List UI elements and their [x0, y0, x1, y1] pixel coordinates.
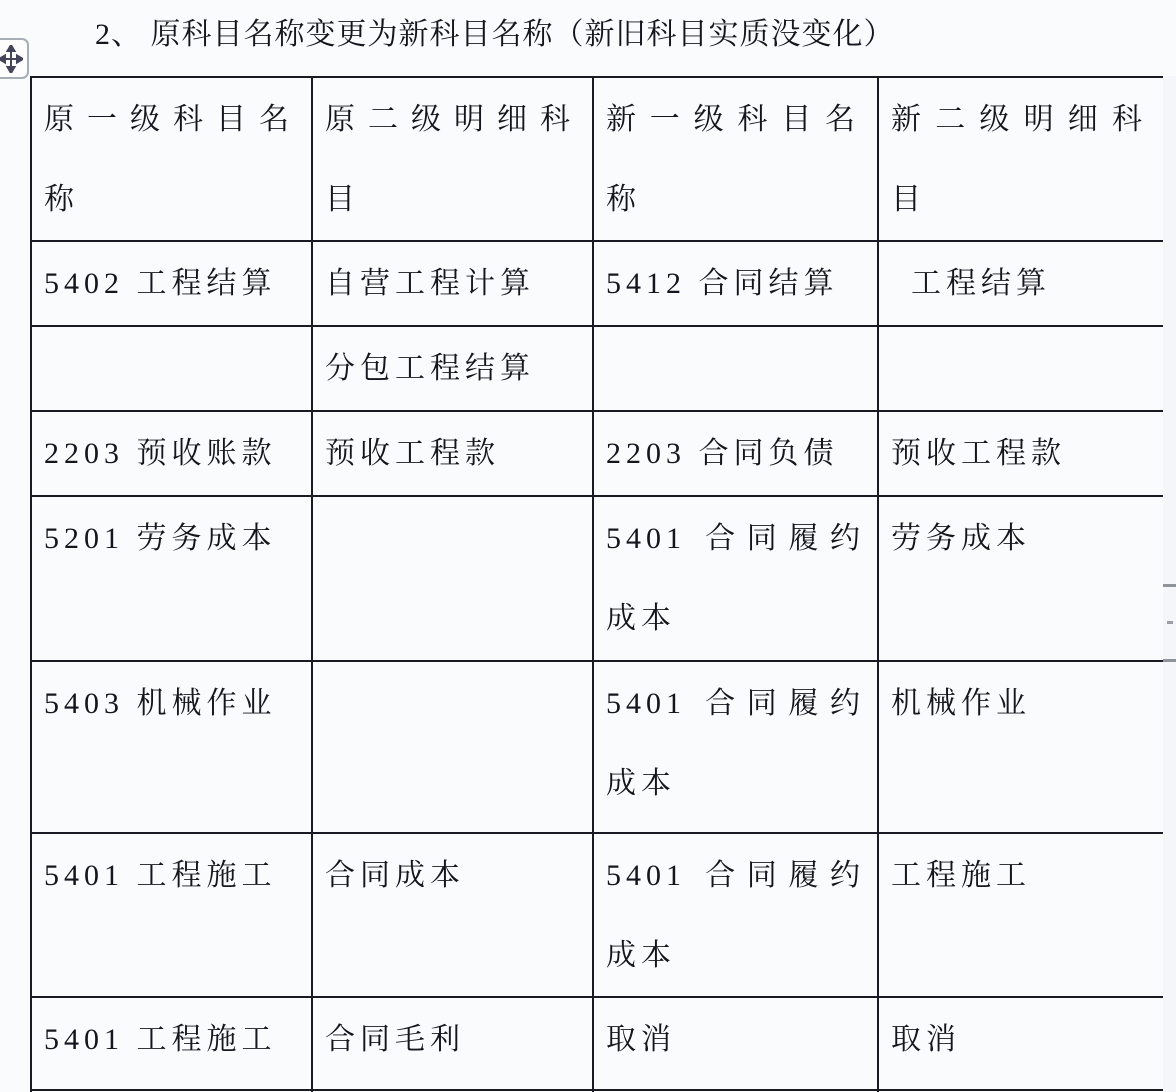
table-row — [31, 833, 1165, 997]
table-cell[interactable]: 5201 劳务成本 — [31, 496, 312, 661]
table-row — [31, 997, 1165, 1090]
scrollbar-grip-icon — [1167, 621, 1173, 624]
table-cell[interactable]: 自营工程计算 — [312, 241, 593, 326]
table-cell[interactable]: 5401 合同履约成本 — [593, 833, 878, 997]
table-cell[interactable] — [878, 326, 1165, 411]
table-cell[interactable] — [312, 661, 593, 833]
table-cell[interactable]: 5403 机械作业 — [31, 661, 312, 833]
section-title[interactable]: 2、 原科目名称变更为新科目名称（新旧科目实质没变化） — [95, 18, 895, 51]
table-cell[interactable]: 5402 工程结算 — [31, 241, 312, 326]
table-move-handle[interactable] — [0, 38, 29, 79]
header-new-level1[interactable]: 新一级科目名称 — [593, 77, 878, 241]
subject-mapping-table — [30, 76, 1166, 1092]
table-cell[interactable]: 5401 工程施工 — [31, 997, 312, 1090]
move-icon — [0, 45, 23, 73]
table-cell[interactable]: 劳务成本 — [878, 496, 1165, 661]
table-cell[interactable]: 机械作业 — [878, 661, 1165, 833]
header-old-level2[interactable]: 原二级明细科目 — [312, 77, 593, 241]
table-row — [31, 411, 1165, 496]
table-cell[interactable]: 2203 预收账款 — [31, 411, 312, 496]
table-cell[interactable]: 预收工程款 — [312, 411, 593, 496]
table-cell[interactable]: 工程施工 — [878, 833, 1165, 997]
table-cell[interactable]: 5401 合同履约成本 — [593, 496, 878, 661]
table-cell[interactable]: 合同毛利 — [312, 997, 593, 1090]
table-cell[interactable]: 取消 — [878, 997, 1165, 1090]
table-row — [31, 661, 1165, 833]
table-cell[interactable]: 分包工程结算 — [312, 326, 593, 411]
table-cell[interactable]: 取消 — [593, 997, 878, 1090]
table-cell[interactable]: 合同成本 — [312, 833, 593, 997]
header-old-level1[interactable]: 原一级科目名称 — [31, 77, 312, 241]
table-cell[interactable]: 5412 合同结算 — [593, 241, 878, 326]
table-row — [31, 241, 1165, 326]
table-cell[interactable]: 工程结算 — [878, 241, 1165, 326]
table-row — [31, 326, 1165, 411]
table-cell[interactable] — [593, 326, 878, 411]
scrollbar-thumb-icon[interactable] — [1163, 584, 1176, 662]
table-cell[interactable]: 预收工程款 — [878, 411, 1165, 496]
table-cell[interactable]: 2203 合同负债 — [593, 411, 878, 496]
table-header-row — [31, 77, 1165, 241]
table-cell[interactable]: 5401 工程施工 — [31, 833, 312, 997]
table-row — [31, 496, 1165, 661]
header-new-level2[interactable]: 新二级明细科目 — [878, 77, 1165, 241]
vertical-scrollbar[interactable] — [1163, 76, 1176, 1092]
table-cell[interactable]: 5401 合同履约成本 — [593, 661, 878, 833]
table-cell[interactable] — [31, 326, 312, 411]
table-cell[interactable] — [312, 496, 593, 661]
